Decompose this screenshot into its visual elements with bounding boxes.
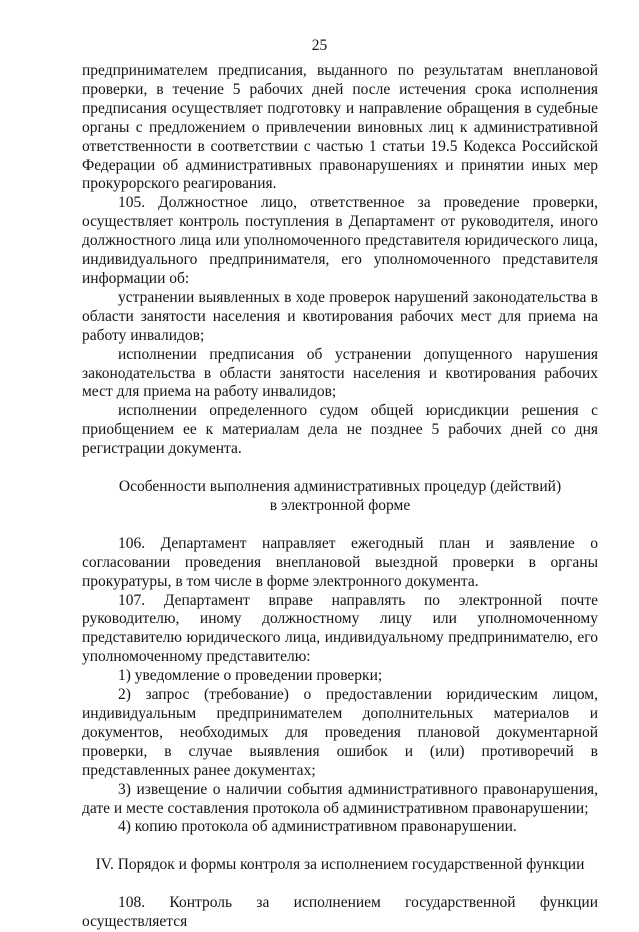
section-iv-title: IV. Порядок и формы контроля за исполнением государственной функции	[95, 856, 585, 874]
paragraph-107-item-3: 3) извещение о наличии события административного правонарушения, дате и месте составления протокола об административном правонарушении;	[82, 780, 598, 817]
paragraph-105: 105. Должностное лицо, ответственное за проведение проверки, осуществляет контроль поступления в Департамент от руководителя, иного должностного лица или уполномоченного представителя юридического лица, индивидуального предпринимателя, его уполномоченного представителя информации об:	[82, 194, 598, 287]
paragraph-107: 107. Департамент вправе направлять по электронной почте руководителю, иному должностному лицу или уполномоченному представителю юридического лица, индивидуальному предпринимателю, его уполномоченному представителю:	[82, 591, 598, 666]
paragraph-105-item-a: устранении выявленных в ходе проверок нарушений законодательства в области занятости населения и квотирования рабочих мест для приема на работу инвалидов;	[82, 288, 598, 344]
paragraph-107-item-1: 1) уведомление о проведении проверки;	[118, 667, 383, 685]
paragraph-continuation: предпринимателем предписания, выданного по результатам внеплановой проверки, в течение 5 рабочих дней после истечения срока исполнения предписания осуществляет подготовку и направление обращения в судебные органы с предложением о привлечении виновных лиц к административной ответственности в соответствии с частью 1 статьи 19.5 Кодекса Российской Федерации об административных правонарушениях и принятии иных мер прокурорского реагирования.	[82, 62, 598, 193]
paragraph-108: 108. Контроль за исполнением государственной функции осуществляется	[82, 894, 598, 931]
paragraph-106: 106. Департамент направляет ежегодный план и заявление о согласовании проведения внеплановой выездной проверки в органы прокуратуры, в том числе в форме электронного документа.	[82, 534, 598, 590]
paragraph-105-item-b: исполнении предписания об устранении допущенного нарушения законодательства в области занятости населения и квотирования рабочих мест для приема на работу инвалидов;	[82, 345, 598, 401]
heading-line-1: Особенности выполнения административных процедур (действий)	[118, 478, 562, 496]
page-number: 25	[311, 37, 328, 54]
section-heading-electronic	[82, 478, 598, 516]
paragraph-107-item-4: 4) копию протокола об административном правонарушении.	[118, 818, 517, 836]
paragraph-105-item-c: исполнении определенного судом общей юрисдикции решения с приобщением ее к материалам дела не позднее 5 рабочих дней со дня регистрации документа.	[82, 402, 598, 458]
heading-line-2: в электронной форме	[269, 496, 411, 514]
paragraph-107-item-2: 2) запрос (требование) о предоставлении юридическим лицом, индивидуальным предпринимателем дополнительных материалов и документов, необходимых для проведения плановой документарной проверки, в случае выявления ошибок и (или) противоречий в представленных ранее документах;	[82, 686, 598, 779]
document-body	[82, 62, 598, 932]
